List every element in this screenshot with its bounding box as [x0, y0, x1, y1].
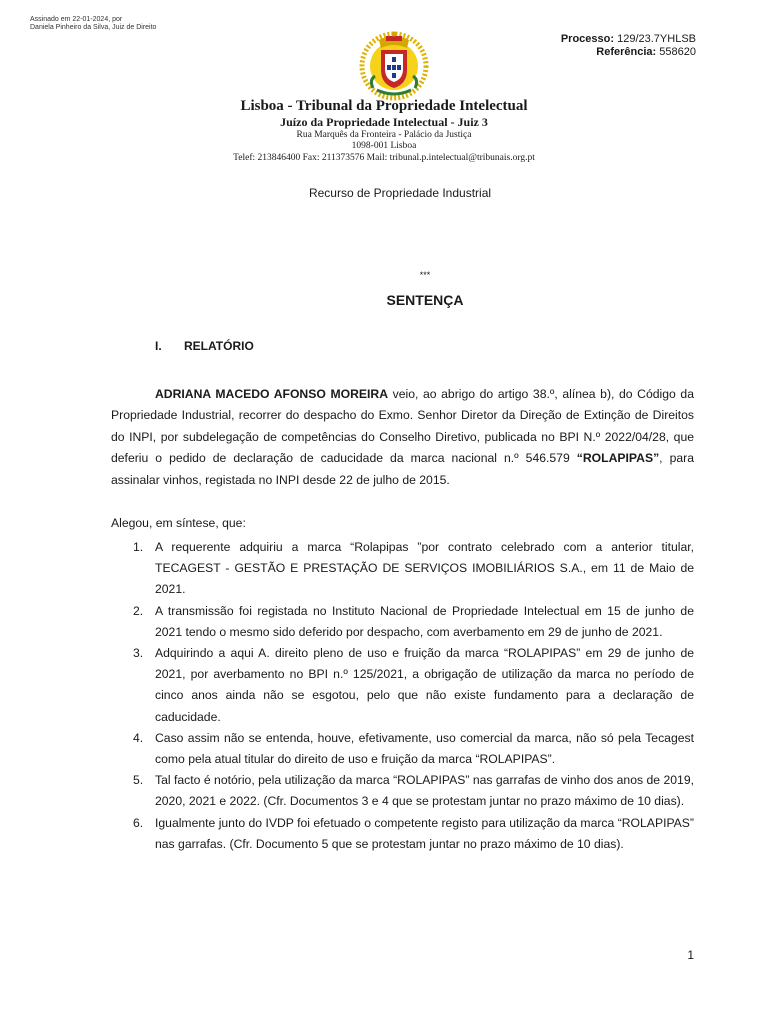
trademark-name: “ROLAPIPAS”: [576, 451, 660, 466]
list-item: [0, 537, 694, 601]
section-number: I.: [155, 339, 162, 353]
item-text: Tal facto é notório, pela utilização da marca “ROLAPIPAS” nas garrafas de vinho dos anos de 2019, 2020, 2021 e 2022. (Cfr. Documentos 3 e 4 que se protestam juntar no prazo máximo de 10 dias).: [155, 773, 694, 809]
party-name: ADRIANA MACEDO AFONSO MOREIRA: [155, 387, 388, 401]
item-number: 5.: [133, 773, 144, 788]
item-number: 6.: [133, 815, 144, 830]
page-number: 1: [687, 948, 694, 962]
process-reference: Referência: 558620: [596, 46, 696, 58]
process-info: [561, 33, 696, 59]
alegou-intro: Alegou, em síntese, que:: [111, 516, 246, 530]
section-title: RELATÓRIO: [184, 339, 254, 353]
item-text: A requerente adquiriu a marca “Rolapipas ”por contrato celebrado com a anterior titular, TECAGEST - GESTÃO E PRESTAÇÃO DE SERVIÇOS IMOBILIÁRIOS S.A., em 11 de Maio de 2021.: [155, 540, 694, 597]
list-item: [0, 601, 694, 643]
list-item: [0, 643, 694, 728]
document-title: SENTENÇA: [386, 292, 464, 308]
intro-text-part2: , para assinalar vinhos, registada no INPI desde 22 de julho de 2015.: [111, 451, 694, 487]
list-item: [0, 770, 694, 812]
portuguese-coat-of-arms-icon: [355, 30, 433, 102]
intro-paragraph: [111, 384, 694, 491]
allegations-list: [0, 537, 768, 855]
court-address: Rua Marquês da Fronteira - Palácio da Justiça: [296, 130, 472, 140]
item-number: 2.: [133, 603, 144, 618]
court-section: Juízo da Propriedade Intelectual - Juiz 3: [280, 115, 488, 129]
signature-signer: Daniela Pinheiro da Silva, Juiz de Direito: [30, 24, 157, 31]
process-number: Processo: 129/23.7YHLSB: [560, 33, 696, 45]
item-text: Igualmente junto do IVDP foi efetuado o competente registo para utilização da marca “ROLAPIPAS” nas garrafas. (Cfr. Documento 5 que se protestam juntar no prazo máximo de 10 dias).: [155, 815, 694, 851]
list-item: [0, 813, 694, 855]
court-postal-code: 1098-001 Lisboa: [351, 141, 417, 151]
separator: ***: [419, 270, 431, 280]
court-contacts: Telef: 213846400 Fax: 211373576 Mail: tribunal.p.intelectual@tribunais.org.pt: [233, 153, 535, 163]
court-name: Lisboa - Tribunal da Propriedade Intelectual: [240, 98, 528, 114]
digital-signature-note: [30, 16, 156, 32]
signature-date: Assinado em 22-01-2024, por: [30, 16, 123, 23]
intro-text-part1: veio, ao abrigo do artigo 38.º, alínea b), do Código da Propriedade Industrial, recorrer do despacho do Exmo. Senhor Diretor da Direção de Extinção de Direitos do INPI, por subdelegação de competências do Conselho Diretivo, publicada no BPI N.º 2022/04/28, que deferiu o pedido de declaração de caducidade da marca nacional n.º 546.579: [111, 387, 694, 466]
item-number: 1.: [133, 540, 144, 554]
list-item: [0, 728, 694, 770]
item-number: 3.: [133, 646, 144, 661]
item-text: A transmissão foi registada no Instituto Nacional de Propriedade Intelectual em 15 de junho de 2021 tendo o mesmo sido deferido por despacho, com averbamento em 29 de junho de 2021.: [155, 603, 694, 639]
item-number: 4.: [133, 730, 144, 745]
item-text: Adquirindo a aqui A. direito pleno de uso e fruição da marca “ROLAPIPAS” em 29 de junho de 2021, por averbamento no BPI n.º 125/2021, a obrigação de utilização da marca no período de cinco anos ainda não se esgotou, pelo que não existe fundamento para a declaração de caducidade.: [155, 646, 694, 724]
case-type: Recurso de Propriedade Industrial: [308, 186, 492, 200]
item-text: Caso assim não se entenda, houve, efetivamente, uso comercial da marca, não só pela Tecagest como pela atual titular do direito de uso e fruição da marca “ROLAPIPAS”.: [155, 730, 694, 767]
